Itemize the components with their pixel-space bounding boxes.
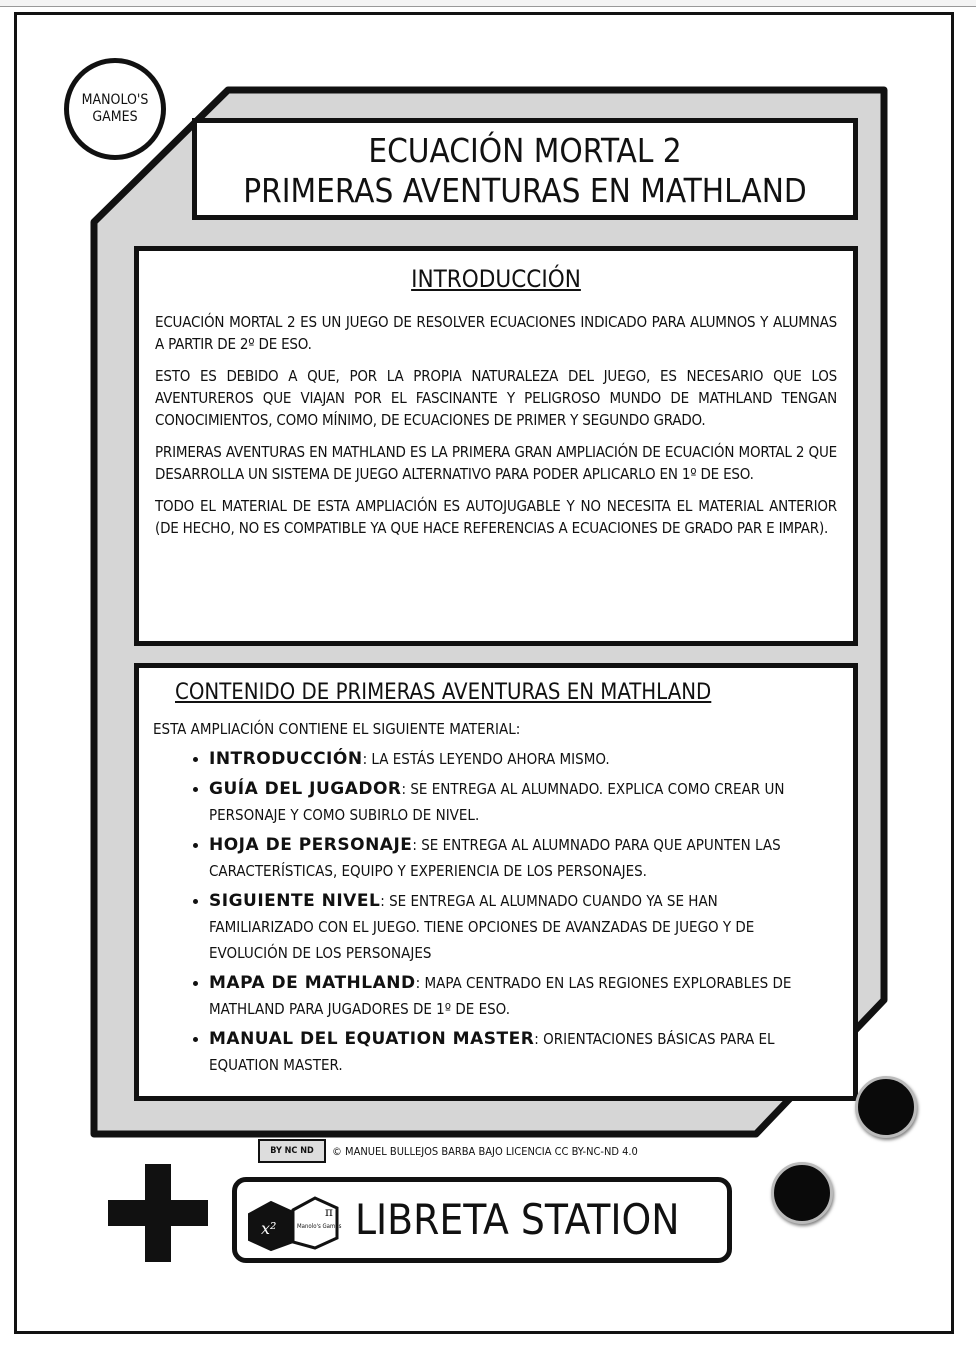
license-text: © MANUEL BULLEJOS BARBA BAJO LICENCIA CC BY-NC-ND 4.0 (332, 1144, 638, 1158)
intro-heading: INTRODUCCIÓN (411, 265, 581, 293)
title-box (192, 118, 858, 220)
item-desc: : LA ESTÁS LEYENDO AHORA MISMO. (362, 750, 610, 768)
brand-name: LIBRETA STATION (355, 1195, 680, 1244)
intro-paragraph: ESTO ES DEBIDO A QUE, POR LA PROPIA NATURALEZA DEL JUEGO, ES NECESARIO QUE LOS AVENTUREROS QUE VIAJAN POR EL FASCINANTE Y PELIGROSO MUNDO DE MATHLAND TENGAN CONOCIMIENTOS, COMO MÍNIMO, DE ECUACIONES DE PRIMER Y SEGUNDO GRADO. (155, 367, 837, 429)
item-desc: : SE ENTREGA AL ALUMNADO PARA QUE APUNTEN LAS CARACTERÍSTICAS, EQUIPO Y EXPERIENCIA DE LOS PERSONAJES. (209, 836, 781, 880)
cc-license-icon (258, 1139, 326, 1163)
item-name: MANUAL DEL EQUATION MASTER (209, 1029, 535, 1049)
manolos-games-logo (64, 58, 166, 160)
item-desc: : SE ENTREGA AL ALUMNADO. EXPLICA COMO CREAR UN PERSONAJE Y COMO SUBIRLO DE NIVEL. (209, 780, 785, 824)
item-desc: : MAPA CENTRADO EN LAS REGIONES EXPLORABLES DE MATHLAND PARA JUGADORES DE 1º DE ESO. (209, 974, 792, 1018)
console-button-b (771, 1162, 833, 1224)
list-item (209, 746, 825, 772)
item-name: SIGUIENTE NIVEL (209, 891, 381, 911)
dice-logo: Manolo's Games (297, 1223, 342, 1230)
list-item (209, 776, 825, 828)
contents-list (179, 746, 825, 1082)
cc-badge-label: BY NC ND (270, 1146, 314, 1156)
list-item (209, 970, 825, 1022)
item-name: HOJA DE PERSONAJE (209, 835, 413, 855)
console-button-a (855, 1076, 917, 1138)
intro-paragraph: TODO EL MATERIAL DE ESTA AMPLIACIÓN ES AUTOJUGABLE Y NO NECESITA EL MATERIAL ANTERIOR (DE HECHO, NO ES COMPATIBLE YA QUE HACE REFERENCIAS A ECUACIONES DE GRADO PAR E IMPAR). (155, 497, 837, 537)
page-title: ECUACIÓN MORTAL 2 (368, 131, 682, 170)
logo-line2: GAMES (92, 109, 138, 125)
dice-x2: x² (261, 1219, 277, 1238)
contents-lead: ESTA AMPLIACIÓN CONTIENE EL SIGUIENTE MATERIAL: (153, 720, 521, 738)
list-item (209, 888, 825, 966)
page-subtitle: PRIMERAS AVENTURAS EN MATHLAND (243, 171, 807, 210)
license-line (258, 1138, 638, 1164)
item-name: MAPA DE MATHLAND (209, 973, 416, 993)
item-name: GUÍA DEL JUGADOR (209, 779, 402, 799)
list-item (209, 832, 825, 884)
contents-heading: CONTENIDO DE PRIMERAS AVENTURAS EN MATHLAND (175, 680, 712, 705)
intro-paragraph: ECUACIÓN MORTAL 2 ES UN JUEGO DE RESOLVER ECUACIONES INDICADO PARA ALUMNOS Y ALUMNAS A PARTIR DE 2º DE ESO. (155, 313, 837, 353)
intro-panel (134, 246, 858, 646)
list-item (209, 1026, 825, 1078)
item-desc: : ORIENTACIONES BÁSICAS PARA EL EQUATION MASTER. (209, 1030, 775, 1074)
logo-line1: MANOLO'S (81, 92, 149, 108)
dice-pi: π (325, 1205, 333, 1219)
contents-panel (134, 663, 858, 1101)
item-desc: : SE ENTREGA AL ALUMNADO CUANDO YA SE HAN FAMILIARIZADO CON EL JUEGO. TIENE OPCIONES DE AVANZADAS DE JUEGO Y DE EVOLUCIÓN DE LOS PERSONAJES (209, 892, 755, 962)
intro-text (155, 311, 837, 549)
dice-icon (245, 1192, 345, 1252)
dpad-icon (108, 1164, 208, 1262)
brand-box (232, 1177, 732, 1263)
intro-paragraph: PRIMERAS AVENTURAS EN MATHLAND ES LA PRIMERA GRAN AMPLIACIÓN DE ECUACIÓN MORTAL 2 QUE DESARROLLA UN SISTEMA DE JUEGO ALTERNATIVO PARA PODER APLICARLO EN 1º DE ESO. (155, 443, 837, 483)
item-name: INTRODUCCIÓN (209, 749, 363, 769)
